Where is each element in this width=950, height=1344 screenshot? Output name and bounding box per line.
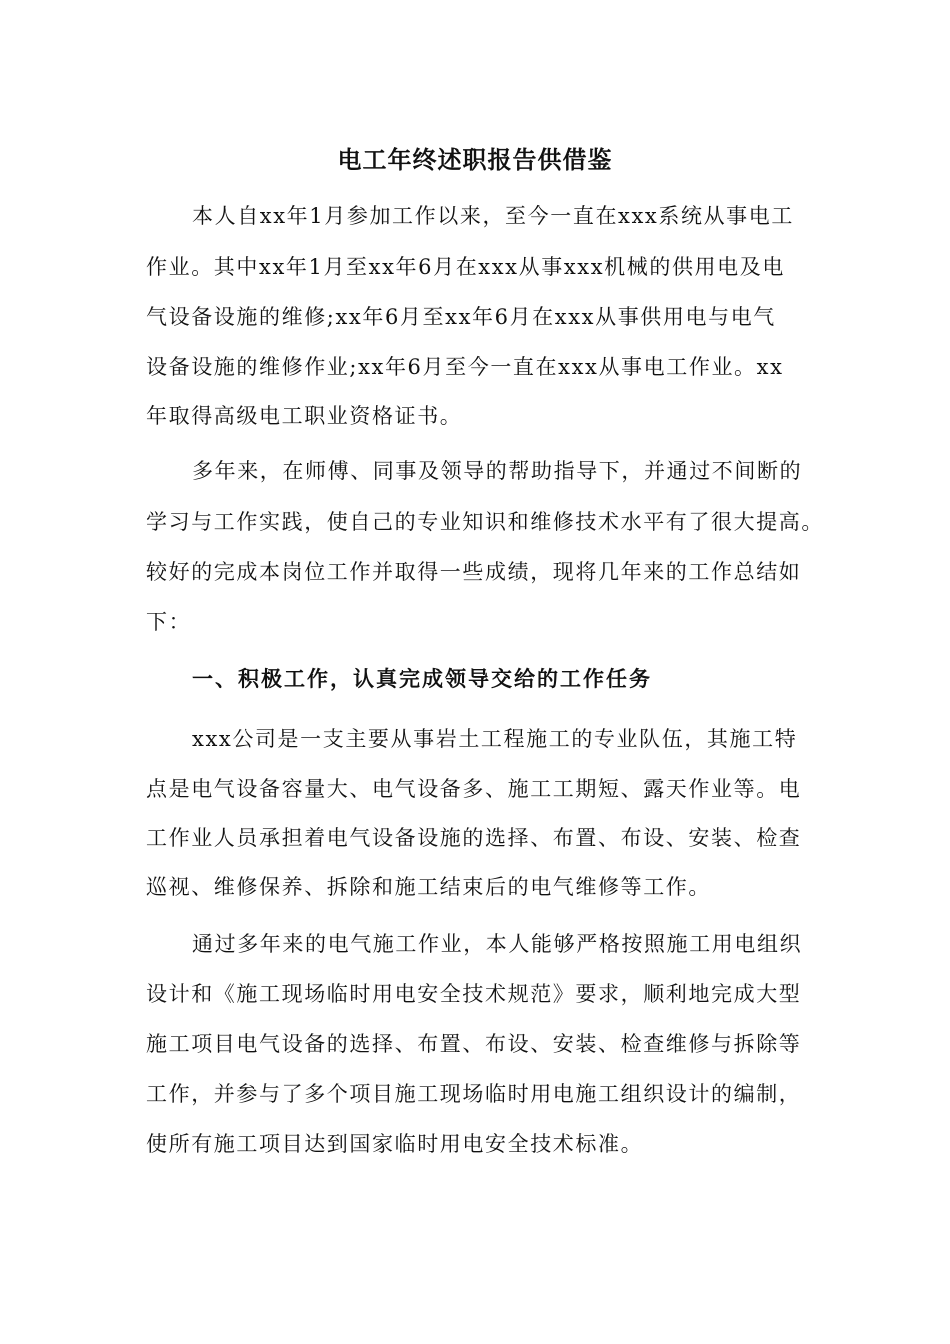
paragraph-2-line-2: 学习与工作实践，使自己的专业知识和维修技术水平有了很大提高。 [146,510,824,534]
paragraph-3-line-1: xxx公司是一支主要从事岩土工程施工的专业队伍，其施工特 [192,727,798,751]
paragraph-3-line-4: 巡视、维修保养、拆除和施工结束后的电气维修等工作。 [146,875,711,899]
paragraph-4-line-1: 通过多年来的电气施工作业，本人能够严格按照施工用电组织 [192,932,803,956]
paragraph-4-line-2: 设计和《施工现场临时用电安全技术规范》要求，顺利地完成大型 [146,982,802,1006]
paragraph-1-line-3: 气设备设施的维修;xx年6月至xx年6月在xxx从事供用电与电气 [146,305,776,329]
paragraph-2-line-4: 下： [146,610,192,634]
paragraph-1-line-5: 年取得高级电工职业资格证书。 [146,404,463,428]
paragraph-4-line-4: 工作，并参与了多个项目施工现场临时用电施工组织设计的编制， [146,1082,802,1106]
paragraph-1-line-1: 本人自xx年1月参加工作以来，至今一直在xxx系统从事电工 [192,204,794,228]
paragraph-4-line-5: 使所有施工项目达到国家临时用电安全技术标准。 [146,1132,644,1156]
section-heading-1: 一、积极工作，认真完成领导交给的工作任务 [192,667,652,691]
document-title: 电工年终述职报告供借鉴 [337,145,613,174]
paragraph-1-line-2: 作业。其中xx年1月至xx年6月在xxx从事xxx机械的供用电及电 [146,255,785,279]
paragraph-2-line-1: 多年来，在师傅、同事及领导的帮助指导下，并通过不间断的 [192,459,803,483]
paragraph-2-line-3: 较好的完成本岗位工作并取得一些成绩，现将几年来的工作总结如 [146,560,802,584]
paragraph-1-line-4: 设备设施的维修作业;xx年6月至今一直在xxx从事电工作业。xx [146,355,784,379]
paragraph-3-line-3: 工作业人员承担着电气设备设施的选择、布置、布设、安装、检查 [146,826,802,850]
paragraph-3-line-2: 点是电气设备容量大、电气设备多、施工工期短、露天作业等。电 [146,777,802,801]
paragraph-4-line-3: 施工项目电气设备的选择、布置、布设、安装、检查维修与拆除等 [146,1032,802,1056]
